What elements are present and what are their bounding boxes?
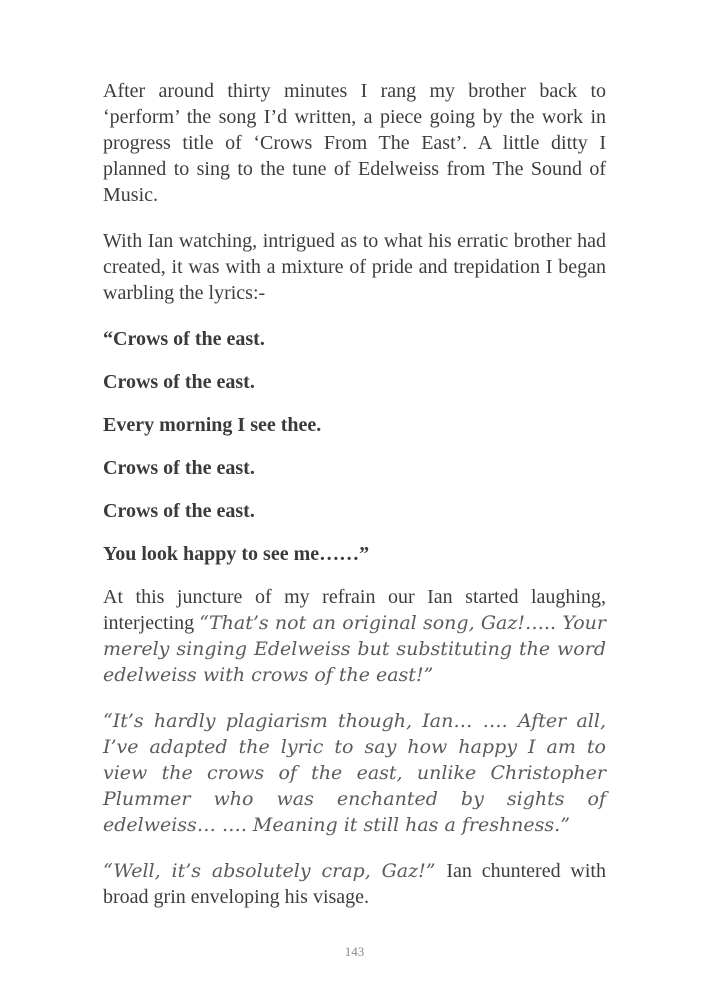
paragraph-dialogue-1: [103, 584, 606, 688]
lyric-line-1: [103, 326, 606, 352]
page-content: [103, 78, 606, 930]
paragraph-dialogue-3: [103, 858, 606, 910]
lyric-line-3: [103, 412, 606, 438]
paragraph-dialogue-2: [103, 708, 606, 838]
lyric-text: Crows of the east.: [103, 371, 255, 393]
lyric-text: You look happy to see me……”: [103, 543, 370, 565]
paragraph-text: At this juncture of my refrain our Ian started laughing, interjecting: [103, 586, 606, 634]
lyric-text: Crows of the east.: [103, 500, 255, 522]
page-number: 143: [344, 944, 365, 959]
dialogue-quote: “That’s not an original song, Gaz!….. Your merely singing Edelweiss but substituting the word edelweiss with crows of the east!”: [103, 612, 606, 686]
dialogue-quote: “Well, it’s absolutely crap, Gaz!”: [103, 860, 447, 882]
lyric-line-2: [103, 369, 606, 395]
lyric-line-6: [103, 541, 606, 567]
lyric-text: “Crows of the east.: [103, 328, 265, 350]
paragraph-text: Ian chuntered with broad grin enveloping his visage.: [103, 860, 606, 908]
paragraph-text: With Ian watching, intrigued as to what his erratic brother had created, it was with a mixture of pride and trepidation I began warbling the lyrics:-: [103, 230, 606, 304]
lyric-line-4: [103, 455, 606, 481]
dialogue-quote: “It’s hardly plagiarism though, Ian… …. After all, I’ve adapted the lyric to say how happy I am to view the crows of the east, unlike Christopher Plummer who was enchanted by sights of edelweiss… …. Meaning it still has a freshness.”: [103, 710, 606, 836]
paragraph-narration-2: [103, 228, 606, 306]
paragraph-text: After around thirty minutes I rang my brother back to ‘perform’ the song I’d written, a piece going by the work in progress title of ‘Crows From The East’. A little ditty I planned to sing to the tune of Edelweiss from The Sound of Music.: [103, 80, 606, 206]
paragraph-narration-1: [103, 78, 606, 208]
lyric-text: Crows of the east.: [103, 457, 255, 479]
lyric-line-5: [103, 498, 606, 524]
lyric-text: Every morning I see thee.: [103, 414, 322, 436]
